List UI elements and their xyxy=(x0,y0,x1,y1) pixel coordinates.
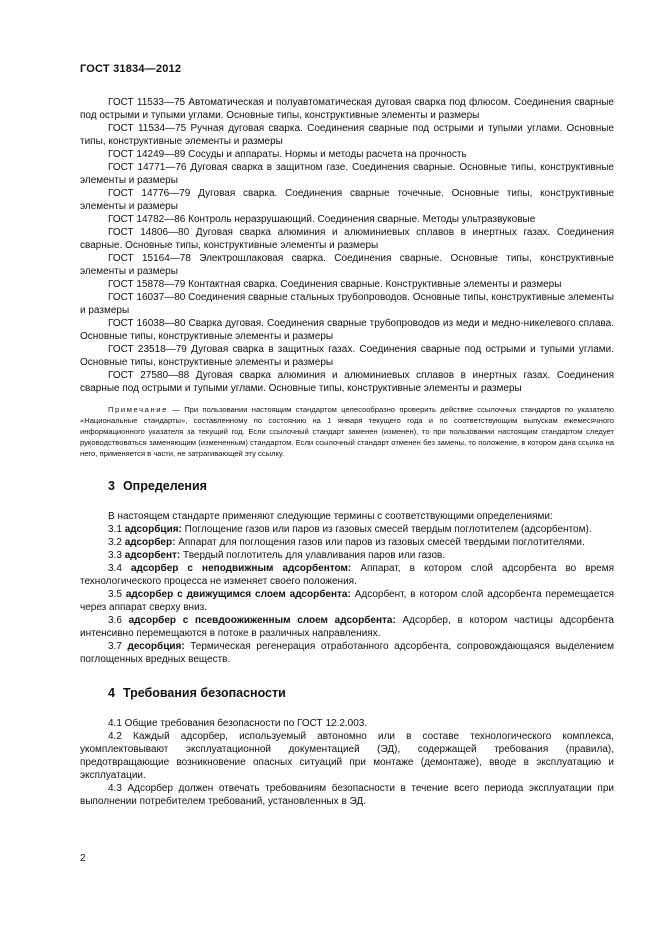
definition-text: Адсорбент, в котором слой адсорбента перемещается через аппарат сверху вниз. xyxy=(80,589,614,613)
reference-item: ГОСТ 15878—79 Контактная сварка. Соединения сварные. Конструктивные элементы и размеры xyxy=(108,279,562,290)
definition-text: Аппарат, в котором слой адсорбента во время технологического процесса не изменяет своего положения. xyxy=(80,563,614,587)
reference-item: ГОСТ 11533—75 Автоматическая и полуавтоматическая дуговая сварка под флюсом. Соединения сварные под острыми и тупыми углами. Основные типы, конструктивные элементы и размеры xyxy=(80,97,614,121)
definition-item xyxy=(80,640,614,666)
section-4-number: 4 xyxy=(108,686,115,700)
reference-item: ГОСТ 15164—78 Электрошлаковая сварка. Соединения сварные. Основные типы, конструктивные элементы и размеры xyxy=(80,253,614,277)
page-content xyxy=(80,96,614,808)
definition-number: 3.3 xyxy=(108,550,122,561)
reference-item: ГОСТ 14782—86 Контроль неразрушающий. Соединения сварные. Методы ультразвуковые xyxy=(108,214,536,225)
definition-text: Термическая регенерация отработанного адсорбента, сопровождающаяся выделением поглощенных вредных веществ. xyxy=(80,641,614,665)
section-3-heading xyxy=(108,480,614,493)
definition-item xyxy=(80,562,614,588)
definition-term: адсорбер с неподвижным адсорбентом: xyxy=(130,563,352,574)
requirement-item: 4.1 Общие требования безопасности по ГОСТ 12.2.003. xyxy=(108,718,368,729)
definition-item xyxy=(80,614,614,640)
section-4-heading xyxy=(108,687,614,700)
note-text: — При пользовании настоящим стандартом целесообразно проверить действие ссылочных стандартов по указателю «Национальные стандарты», составленному по состоянию на 1 января текущего года и по соответствующим выпускам ежемесячного информационного указателя за текущий год. Если ссылочный стандарт заменен (изменен), то при пользовании настоящим стандартом следует руководствоваться заменяющим (измененным) стандартом. Если ссылочный стандарт отменен без замены, то положение, в котором дана ссылка на него, применяется в части, не затрагивающей эту ссылку. xyxy=(80,405,614,458)
definition-term: десорбция: xyxy=(127,641,185,652)
reference-item: ГОСТ 11534—75 Ручная дуговая сварка. Соединения сварные под острыми и тупыми углами. Основные типы, конструктивные элементы и размеры xyxy=(80,123,614,147)
page-number: 2 xyxy=(80,853,86,864)
definition-number: 3.2 xyxy=(108,537,122,548)
section-3-title: Определения xyxy=(122,479,207,493)
definition-item xyxy=(80,588,614,614)
reference-item: ГОСТ 14806—80 Дуговая сварка алюминия и алюминиевых сплавов в инертных газах. Соединения сварные. Основные типы, конструктивные элементы и размеры xyxy=(80,227,614,251)
definition-number: 3.1 xyxy=(108,524,122,535)
definition-number: 3.7 xyxy=(108,641,122,652)
reference-item: ГОСТ 27580—88 Дуговая сварка алюминия и алюминиевых сплавов в инертных газах. Соединения сварные под острыми и тупыми углами. Основные типы, конструктивные элементы и размеры xyxy=(80,370,614,394)
reference-item: ГОСТ 14771—76 Дуговая сварка в защитном газе. Соединения сварные. Основные типы, конструктивные элементы и размеры xyxy=(80,162,614,186)
definition-text: Поглощение газов или паров из газовых смесей твердым поглотителем (адсорбентом). xyxy=(184,524,592,535)
reference-item: ГОСТ 14249—89 Сосуды и аппараты. Нормы и методы расчета на прочность xyxy=(108,149,467,160)
requirement-item: 4.2 Каждый адсорбер, используемый автономно или в составе технологического комплекса, укомплектовывают эксплуатационной документацией (ЭД), содержащей требования (правила), предотвращающие возникновение опасных ситуаций при монтаже (демонтаже), вводе в эксплуатацию и эксплуатации. xyxy=(80,731,614,781)
note-label: Примечание xyxy=(108,405,168,414)
definition-term: адсорбция: xyxy=(124,524,182,535)
section-3-number: 3 xyxy=(108,479,115,493)
definition-text: Аппарат для поглощения газов или паров из газовых смесей твердыми поглотителями. xyxy=(178,537,585,548)
reference-item: ГОСТ 14776—79 Дуговая сварка. Соединения сварные точечные. Основные типы, конструктивные элементы и размеры xyxy=(80,188,614,212)
definition-item xyxy=(80,549,614,562)
reference-item: ГОСТ 16038—80 Сварка дуговая. Соединения сварные трубопроводов из меди и медно-никелевого сплава. Основные типы, конструктивные элементы и размеры xyxy=(80,318,614,342)
section-4-title: Требования безопасности xyxy=(122,686,286,700)
definition-term: адсорбер с псевдоожиженным слоем адсорбента: xyxy=(128,615,396,626)
definition-term: адсорбер: xyxy=(124,537,176,548)
definition-text: Адсорбер, в котором частицы адсорбента интенсивно перемещаются в потоке в различных направлениях. xyxy=(80,615,614,639)
definition-item xyxy=(80,536,614,549)
definition-term: адсорбент: xyxy=(124,550,181,561)
note xyxy=(80,404,614,459)
references-list xyxy=(80,96,614,395)
page-header: ГОСТ 31834—2012 xyxy=(80,63,182,75)
requirement-item: 4.3 Адсорбер должен отвечать требованиям безопасности в течение всего периода эксплуатации при выполнении потребителем требований, установленных в ЭД. xyxy=(80,783,614,807)
definition-number: 3.4 xyxy=(108,563,122,574)
definition-text: Твердый поглотитель для улавливания паров или газов. xyxy=(183,550,446,561)
reference-item: ГОСТ 16037—80 Соединения сварные стальных трубопроводов. Основные типы, конструктивные элементы и размеры xyxy=(80,292,614,316)
definition-number: 3.5 xyxy=(108,589,122,600)
reference-item: ГОСТ 23518—79 Дуговая сварка в защитных газах. Соединения сварные под острыми и тупыми углами. Основные типы, конструктивные элементы и размеры xyxy=(80,344,614,368)
definition-item xyxy=(80,523,614,536)
section-3-intro: В настоящем стандарте применяют следующие термины с соответствующими определениями: xyxy=(108,511,553,522)
definition-number: 3.6 xyxy=(108,615,122,626)
definition-term: адсорбер с движущимся слоем адсорбента: xyxy=(125,589,351,600)
